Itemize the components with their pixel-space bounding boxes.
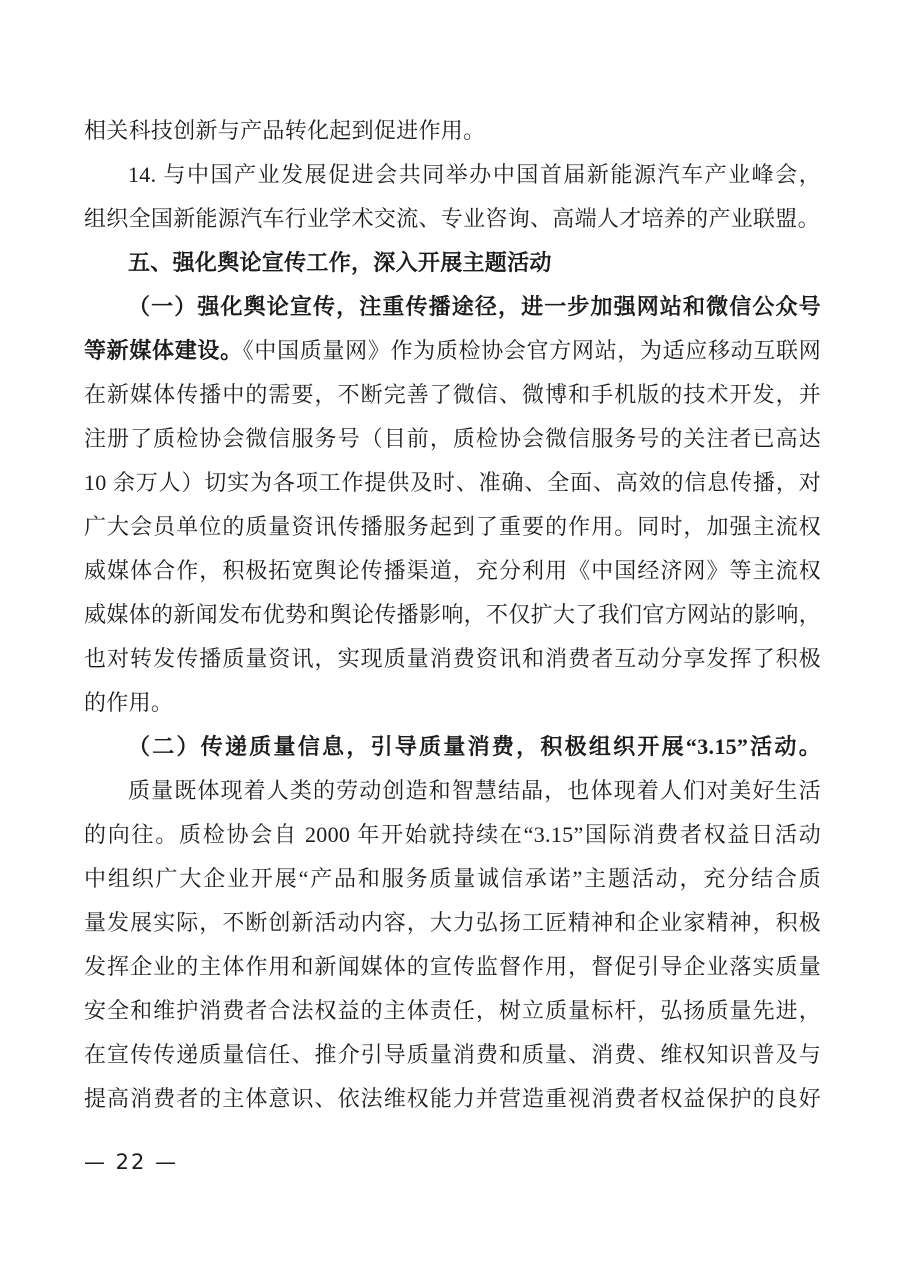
- text-segment: 的作用。: [84, 690, 174, 715]
- bold-text-segment: （二）传递质量信息，引导质量消费，积极组织开展“3.15”活动。: [128, 734, 821, 759]
- text-segment: 威媒体合作，积极拓宽舆论传播渠道，充分利用《中国经济网》等主流权: [84, 558, 821, 583]
- text-line: [84, 1033, 821, 1077]
- text-segment: 在宣传传递质量信任、推介引导质量消费和质量、消费、维权知识普及与: [84, 1042, 821, 1067]
- text-line: [84, 945, 821, 989]
- text-segment: 安全和维护消费者合法权益的主体责任，树立质量标杆，弘扬质量先进，: [84, 998, 821, 1023]
- text-line: [84, 1077, 821, 1121]
- text-segment: 14. 与中国产业发展促进会共同举办中国首届新能源汽车产业峰会，: [128, 162, 821, 187]
- text-segment: 《中国质量网》作为质检协会官方网站，为适应移动互联网: [242, 338, 821, 363]
- text-segment: 在新媒体传播中的需要，不断完善了微信、微博和手机版的技术开发，并: [84, 382, 821, 407]
- bold-text-segment: （一）强化舆论宣传，注重传播途径，进一步加强网站和微信公众号: [128, 294, 821, 319]
- text-line: [84, 593, 821, 637]
- text-line: [84, 241, 821, 285]
- bold-text-segment: 等新媒体建设。: [84, 338, 243, 363]
- text-line: [84, 989, 821, 1033]
- text-line: [84, 197, 821, 241]
- text-line: [84, 637, 821, 681]
- text-line: [84, 153, 821, 197]
- text-line: [84, 109, 821, 153]
- text-line: [84, 769, 821, 813]
- text-line: [84, 461, 821, 505]
- text-line: [84, 329, 821, 373]
- text-line: [84, 813, 821, 857]
- text-segment: 中组织广大企业开展“产品和服务质量诚信承诺”主题活动，充分结合质: [84, 866, 821, 891]
- text-segment: 10 余万人）切实为各项工作提供及时、准确、全面、高效的信息传播，对: [84, 470, 821, 495]
- text-segment: 量发展实际，不断创新活动内容，大力弘扬工匠精神和企业家精神，积极: [84, 910, 821, 935]
- text-line: [84, 681, 821, 725]
- text-line: [84, 417, 821, 461]
- text-segment: 相关科技创新与产品转化起到促进作用。: [84, 118, 486, 143]
- text-segment: 威媒体的新闻发布优势和舆论传播影响，不仅扩大了我们官方网站的影响，: [84, 602, 821, 627]
- text-segment: 注册了质检协会微信服务号（目前，质检协会微信服务号的关注者已高达: [84, 426, 821, 451]
- bold-text-segment: 五、强化舆论宣传工作，深入开展主题活动: [128, 250, 552, 275]
- document-body: [84, 109, 821, 1121]
- text-segment: 也对转发传播质量资讯，实现质量消费资讯和消费者互动分享发挥了积极: [84, 646, 821, 671]
- text-line: [84, 285, 821, 329]
- text-segment: 广大会员单位的质量资讯传播服务起到了重要的作用。同时，加强主流权: [84, 514, 821, 539]
- text-segment: 的向往。质检协会自 2000 年开始就持续在“3.15”国际消费者权益日活动: [84, 822, 821, 847]
- text-segment: 质量既体现着人类的劳动创造和智慧结晶，也体现着人们对美好生活: [128, 778, 821, 803]
- text-line: [84, 505, 821, 549]
- text-line: [84, 549, 821, 593]
- text-segment: 提高消费者的主体意识、依法维权能力并营造重视消费者权益保护的良好: [84, 1086, 821, 1111]
- text-line: [84, 857, 821, 901]
- page-number: — 22 —: [84, 1150, 179, 1174]
- text-line: [84, 373, 821, 417]
- text-segment: 组织全国新能源汽车行业学术交流、专业咨询、高端人才培养的产业联盟。: [84, 206, 820, 231]
- text-line: [84, 725, 821, 769]
- text-line: [84, 901, 821, 945]
- text-segment: 发挥企业的主体作用和新闻媒体的宣传监督作用，督促引导企业落实质量: [84, 954, 821, 979]
